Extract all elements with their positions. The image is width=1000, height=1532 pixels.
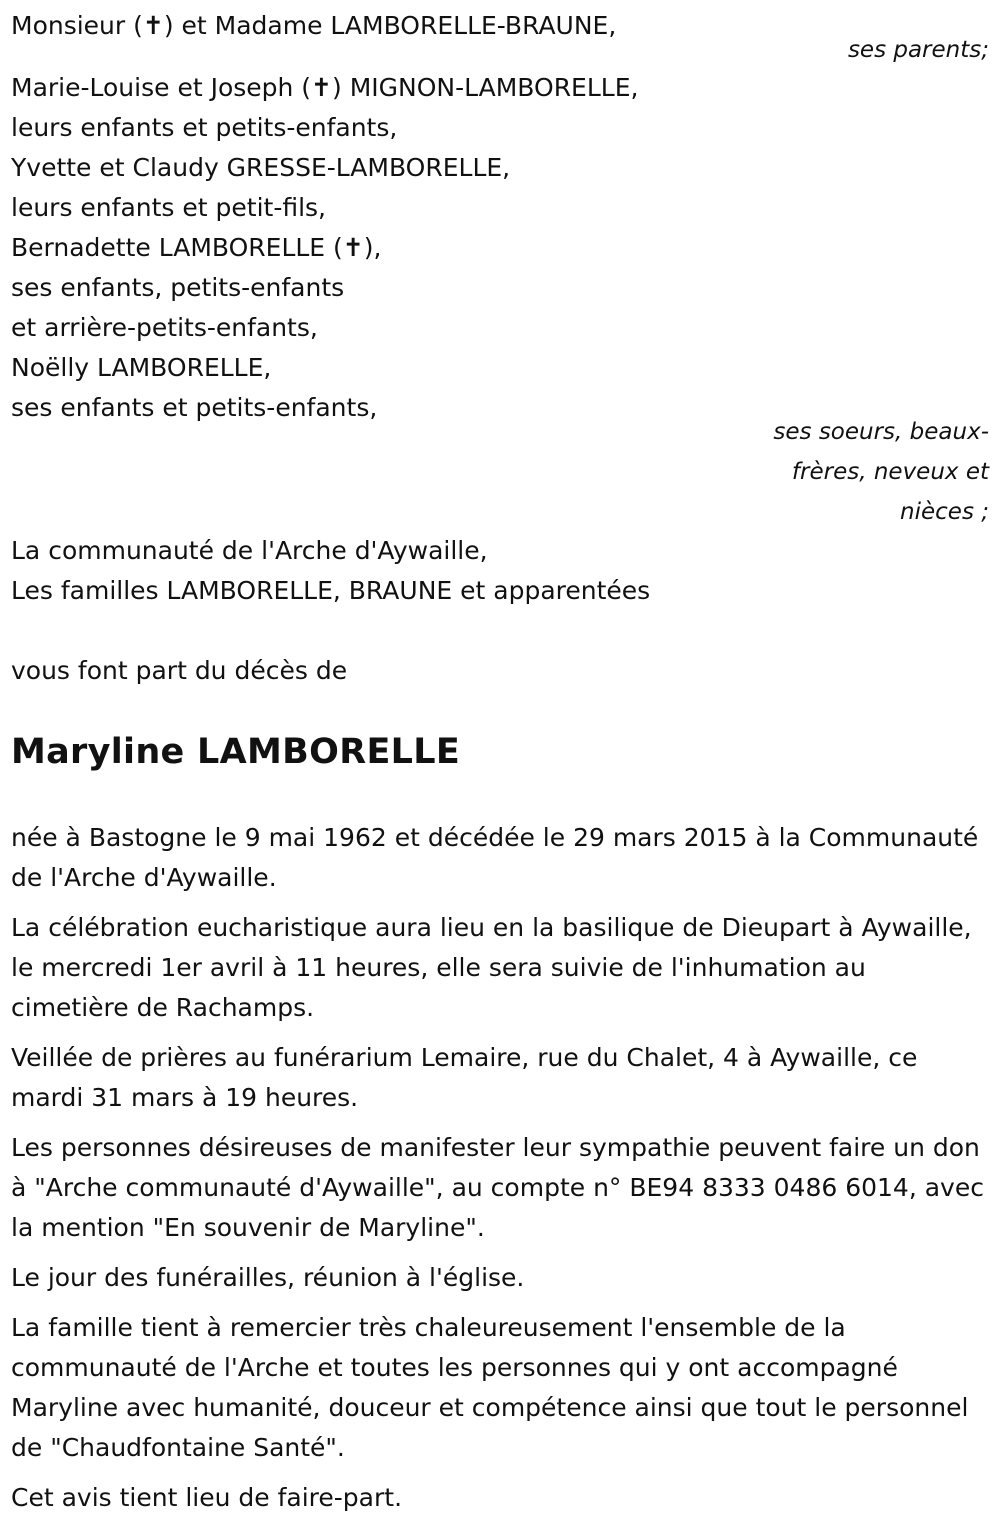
community-line: La communauté de l'Arche d'Aywaille, xyxy=(11,536,488,565)
paragraph-closing: Cet avis tient lieu de faire-part. xyxy=(11,1483,403,1512)
family-list xyxy=(11,68,989,428)
family-line: et arrière-petits-enfants, xyxy=(11,313,318,342)
siblings-label-line: frères, neveux et xyxy=(791,459,989,485)
family-line: ses enfants et petits-enfants, xyxy=(11,393,378,422)
parents-label: ses parents; xyxy=(847,37,989,63)
announce-line: vous font part du décès de xyxy=(11,656,348,685)
family-line: Bernadette LAMBORELLE (✝), xyxy=(11,233,382,262)
siblings-label-line: ses soeurs, beaux- xyxy=(773,419,989,445)
family-line: Marie-Louise et Joseph (✝) MIGNON-LAMBORELLE, xyxy=(11,73,639,102)
parents-line: Monsieur (✝) et Madame LAMBORELLE-BRAUNE, xyxy=(11,11,617,40)
deceased-name: Maryline LAMBORELLE xyxy=(11,732,461,772)
paragraph-meeting: Le jour des funérailles, réunion à l'église. xyxy=(11,1263,525,1292)
family-line: Yvette et Claudy GRESSE-LAMBORELLE, xyxy=(11,153,511,182)
paragraph-birth-death: née à Bastogne le 9 mai 1962 et décédée le 29 mars 2015 à la Communauté de l'Arche d'Aywaille. xyxy=(11,823,979,892)
community-line: Les familles LAMBORELLE, BRAUNE et apparentées xyxy=(11,576,651,605)
siblings-label-line: nièces ; xyxy=(900,499,989,525)
family-line: ses enfants, petits-enfants xyxy=(11,273,345,302)
details-block xyxy=(11,818,989,1528)
community-block xyxy=(11,531,650,611)
paragraph-vigil: Veillée de prières au funérarium Lemaire, rue du Chalet, 4 à Aywaille, ce mardi 31 mars à 19 heures. xyxy=(11,1043,918,1112)
paragraph-donation: Les personnes désireuses de manifester leur sympathie peuvent faire un don à "Arche communauté d'Aywaille", au compte n° BE94 8333 0486 6014, avec la mention "En souvenir de Maryline". xyxy=(11,1133,984,1242)
paragraph-thanks: La famille tient à remercier très chaleureusement l'ensemble de la communauté de l'Arche et toutes les personnes qui y ont accompagné Maryline avec humanité, douceur et compétence ainsi que tout le personnel de "Chaudfontaine Santé". xyxy=(11,1313,969,1462)
family-line: leurs enfants et petits-enfants, xyxy=(11,113,398,142)
siblings-label xyxy=(589,412,989,532)
family-line: leurs enfants et petit-fils, xyxy=(11,193,327,222)
paragraph-ceremony: La célébration eucharistique aura lieu en la basilique de Dieupart à Aywaille, le mercredi 1er avril à 11 heures, elle sera suivie de l'inhumation au cimetière de Rachamps. xyxy=(11,913,972,1022)
family-line: Noëlly LAMBORELLE, xyxy=(11,353,272,382)
